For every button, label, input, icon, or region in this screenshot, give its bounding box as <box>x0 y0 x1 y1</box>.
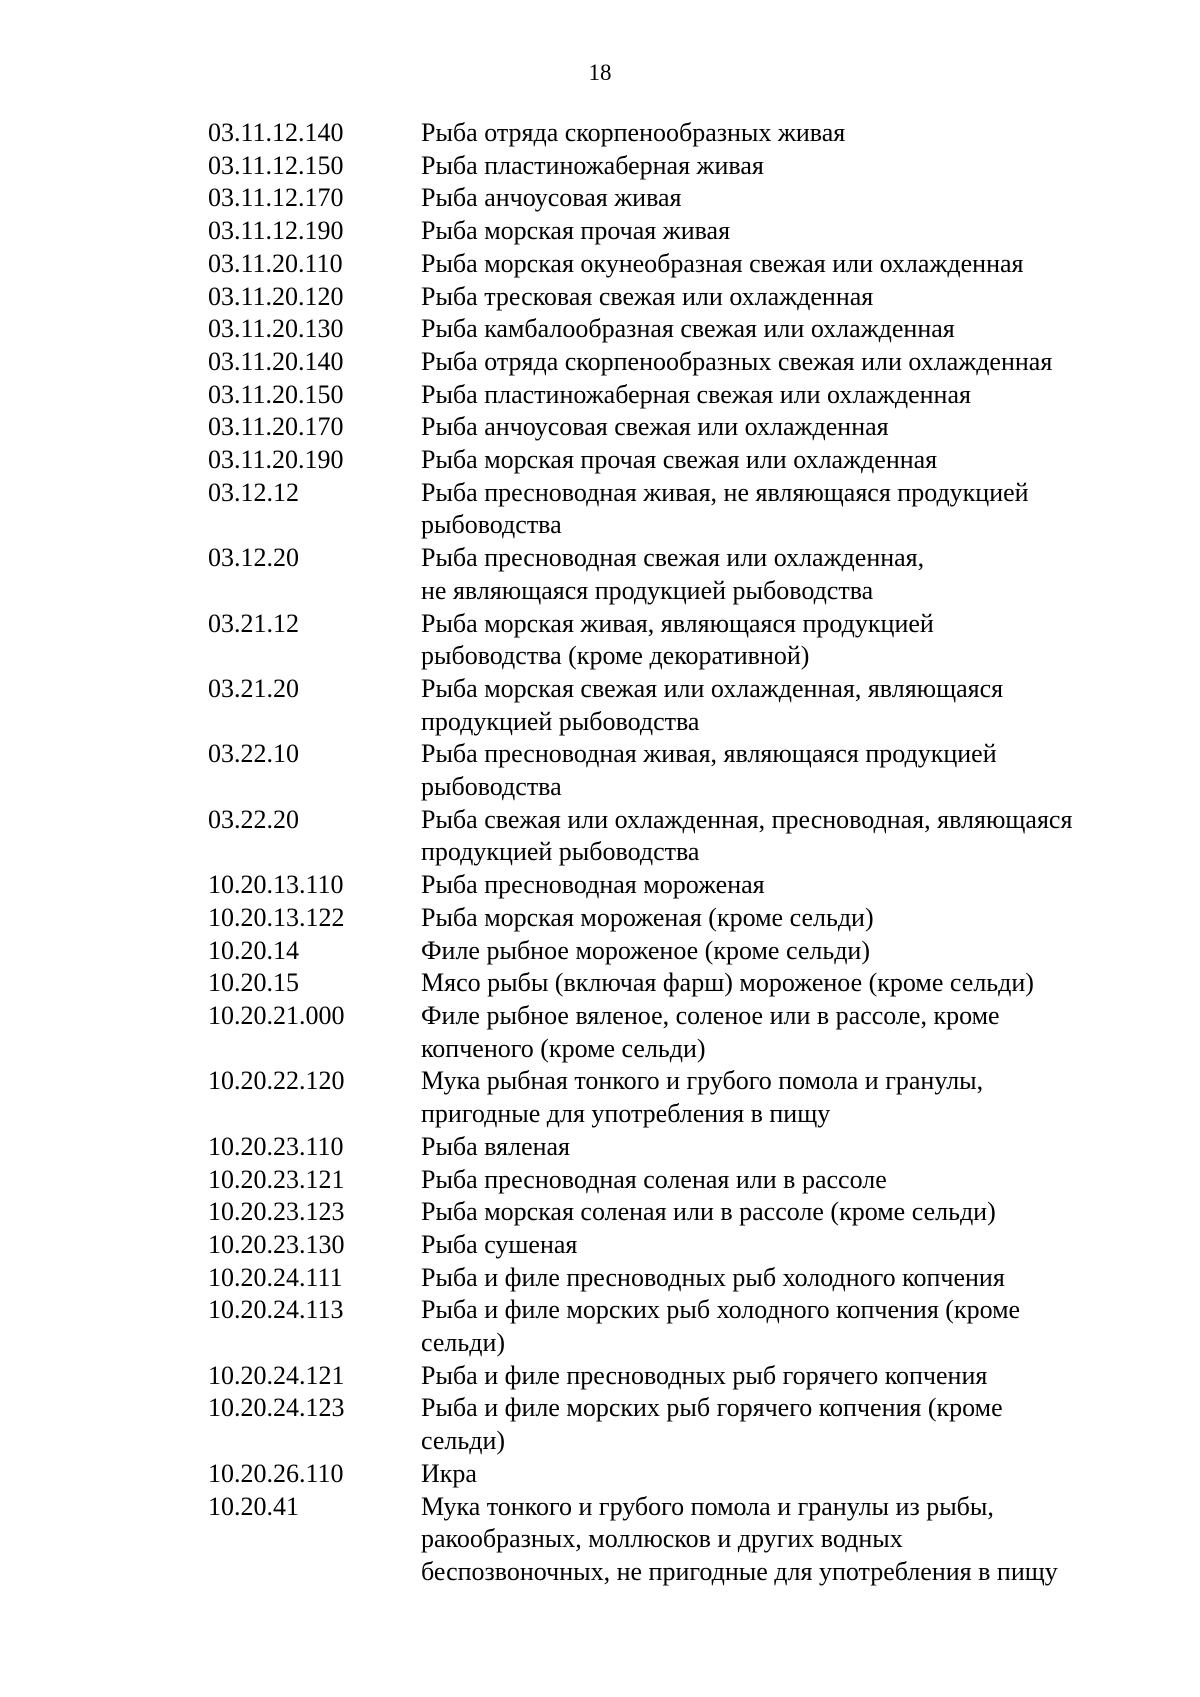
code-cell: 03.11.20.120 <box>208 281 344 311</box>
code-cell: 10.20.23.130 <box>208 1229 345 1259</box>
code-cell: 10.20.13.122 <box>208 902 345 932</box>
description-cell: Мука тонкого и грубого помола и гранулы из рыбы, ракообразных, моллюсков и других водных беспозвоночных, не пригодные для употребления в пищу <box>421 1491 1058 1586</box>
table-row <box>208 967 1138 1000</box>
table-row <box>208 182 1138 215</box>
table-row <box>208 1229 1138 1262</box>
table-row <box>208 444 1138 477</box>
description-cell: Мясо рыбы (включая фарш) мороженое (кроме сельди) <box>421 968 1034 998</box>
code-cell: 10.20.23.110 <box>208 1131 344 1161</box>
code-cell: 10.20.23.123 <box>208 1197 345 1227</box>
code-table <box>208 117 1138 1589</box>
code-cell: 10.20.13.110 <box>208 870 344 900</box>
code-cell: 03.11.12.140 <box>208 118 344 147</box>
description-cell: Рыба морская живая, являющаяся продукцией рыбоводства (кроме декоративной) <box>421 608 934 671</box>
table-row <box>208 281 1138 314</box>
code-cell: 03.11.20.110 <box>208 248 343 278</box>
code-cell: 03.11.20.190 <box>208 445 344 475</box>
code-cell: 03.11.20.130 <box>208 314 344 344</box>
table-row <box>208 1392 1138 1457</box>
table-row <box>208 346 1138 379</box>
code-cell: 10.20.26.110 <box>208 1458 344 1488</box>
description-cell: Рыба морская свежая или охлажденная, являющаяся продукцией рыбоводства <box>421 673 1004 736</box>
code-cell: 03.22.10 <box>208 739 299 769</box>
description-cell: Рыба морская прочая живая <box>421 216 731 246</box>
table-row <box>208 542 1138 607</box>
description-cell: Рыба отряда скорпенообразных живая <box>421 118 846 147</box>
description-cell: Рыба камбалообразная свежая или охлажденная <box>421 314 955 344</box>
description-cell: Рыба пресноводная свежая или охлажденная, не являющаяся продукцией рыбоводства <box>421 543 925 605</box>
table-row <box>208 1000 1138 1065</box>
description-cell: Рыба пластиножаберная живая <box>421 150 764 180</box>
table-row <box>208 608 1138 673</box>
table-row <box>208 738 1138 803</box>
code-cell: 03.11.20.170 <box>208 412 344 442</box>
description-cell: Рыба анчоусовая свежая или охлажденная <box>421 412 889 442</box>
code-cell: 10.20.41 <box>208 1491 299 1521</box>
code-cell: 03.11.12.170 <box>208 183 344 213</box>
description-cell: Рыба отряда скорпенообразных свежая или охлажденная <box>421 346 1053 376</box>
description-cell: Рыба вяленая <box>421 1131 571 1161</box>
code-cell: 03.11.20.150 <box>208 379 344 409</box>
page-number: 18 <box>588 60 612 85</box>
code-cell: 10.20.21.000 <box>208 1000 345 1030</box>
description-cell: Рыба анчоусовая живая <box>421 183 682 213</box>
table-row <box>208 1065 1138 1130</box>
description-cell: Рыба пресноводная живая, являющаяся продукцией рыбоводства <box>421 739 997 802</box>
description-cell: Рыба пресноводная мороженая <box>421 870 765 900</box>
table-row <box>208 1360 1138 1393</box>
table-row <box>208 1131 1138 1164</box>
table-row <box>208 1262 1138 1295</box>
code-cell: 10.20.24.121 <box>208 1360 345 1390</box>
table-row <box>208 477 1138 542</box>
description-cell: Рыба морская прочая свежая или охлажденная <box>421 445 938 475</box>
table-row <box>208 935 1138 968</box>
description-cell: Рыба тресковая свежая или охлажденная <box>421 281 874 311</box>
code-cell: 03.11.12.190 <box>208 216 344 246</box>
description-cell: Рыба сушеная <box>421 1229 578 1259</box>
description-cell: Икра <box>421 1458 477 1488</box>
code-cell: 03.11.12.150 <box>208 150 344 180</box>
code-cell: 10.20.24.123 <box>208 1393 345 1423</box>
code-cell: 03.12.12 <box>208 477 299 507</box>
description-cell: Рыба и филе морских рыб горячего копчения (кроме сельди) <box>421 1393 1003 1456</box>
code-cell: 03.21.20 <box>208 673 299 703</box>
description-cell: Рыба пресноводная живая, не являющаяся продукцией рыбоводства <box>421 477 1029 540</box>
table-row <box>208 248 1138 281</box>
code-cell: 10.20.15 <box>208 968 299 998</box>
table-row <box>208 313 1138 346</box>
description-cell: Мука рыбная тонкого и грубого помола и гранулы, пригодные для употребления в пищу <box>421 1066 984 1129</box>
code-cell: 10.20.14 <box>208 935 299 965</box>
table-row <box>208 1196 1138 1229</box>
description-cell: Рыба пластиножаберная свежая или охлажденная <box>421 379 971 409</box>
code-cell: 03.12.20 <box>208 543 299 573</box>
code-cell: 10.20.23.121 <box>208 1164 345 1194</box>
code-cell: 03.21.12 <box>208 608 299 638</box>
table-row <box>208 215 1138 248</box>
table-row <box>208 117 1138 150</box>
description-cell: Рыба свежая или охлажденная, пресноводная, являющаяся продукцией рыбоводства <box>421 804 1073 867</box>
code-cell: 10.20.22.120 <box>208 1066 345 1096</box>
table-row <box>208 411 1138 444</box>
description-cell: Рыба морская мороженая (кроме сельди) <box>421 902 874 932</box>
table-row <box>208 1294 1138 1359</box>
description-cell: Рыба пресноводная соленая или в рассоле <box>421 1164 887 1194</box>
description-cell: Филе рыбное мороженое (кроме сельди) <box>421 935 870 965</box>
table-row <box>208 869 1138 902</box>
table-row <box>208 150 1138 183</box>
table-row <box>208 804 1138 869</box>
table-row <box>208 1164 1138 1197</box>
code-cell: 10.20.24.111 <box>208 1262 343 1292</box>
description-cell: Рыба и филе пресноводных рыб горячего копчения <box>421 1360 988 1390</box>
table-row <box>208 1458 1138 1491</box>
description-cell: Рыба и филе морских рыб холодного копчения (кроме сельди) <box>421 1295 1021 1358</box>
description-cell: Филе рыбное вяленое, соленое или в рассоле, кроме копченого (кроме сельди) <box>421 1000 1000 1063</box>
description-cell: Рыба морская соленая или в рассоле (кроме сельди) <box>421 1197 996 1227</box>
description-cell: Рыба морская окунеобразная свежая или охлажденная <box>421 248 1024 278</box>
code-cell: 10.20.24.113 <box>208 1295 344 1325</box>
table-row <box>208 1491 1138 1589</box>
table-row <box>208 673 1138 738</box>
code-cell: 03.11.20.140 <box>208 346 344 376</box>
description-cell: Рыба и филе пресноводных рыб холодного копчения <box>421 1262 1005 1292</box>
code-cell: 03.22.20 <box>208 804 299 834</box>
table-row <box>208 379 1138 412</box>
table-row <box>208 902 1138 935</box>
